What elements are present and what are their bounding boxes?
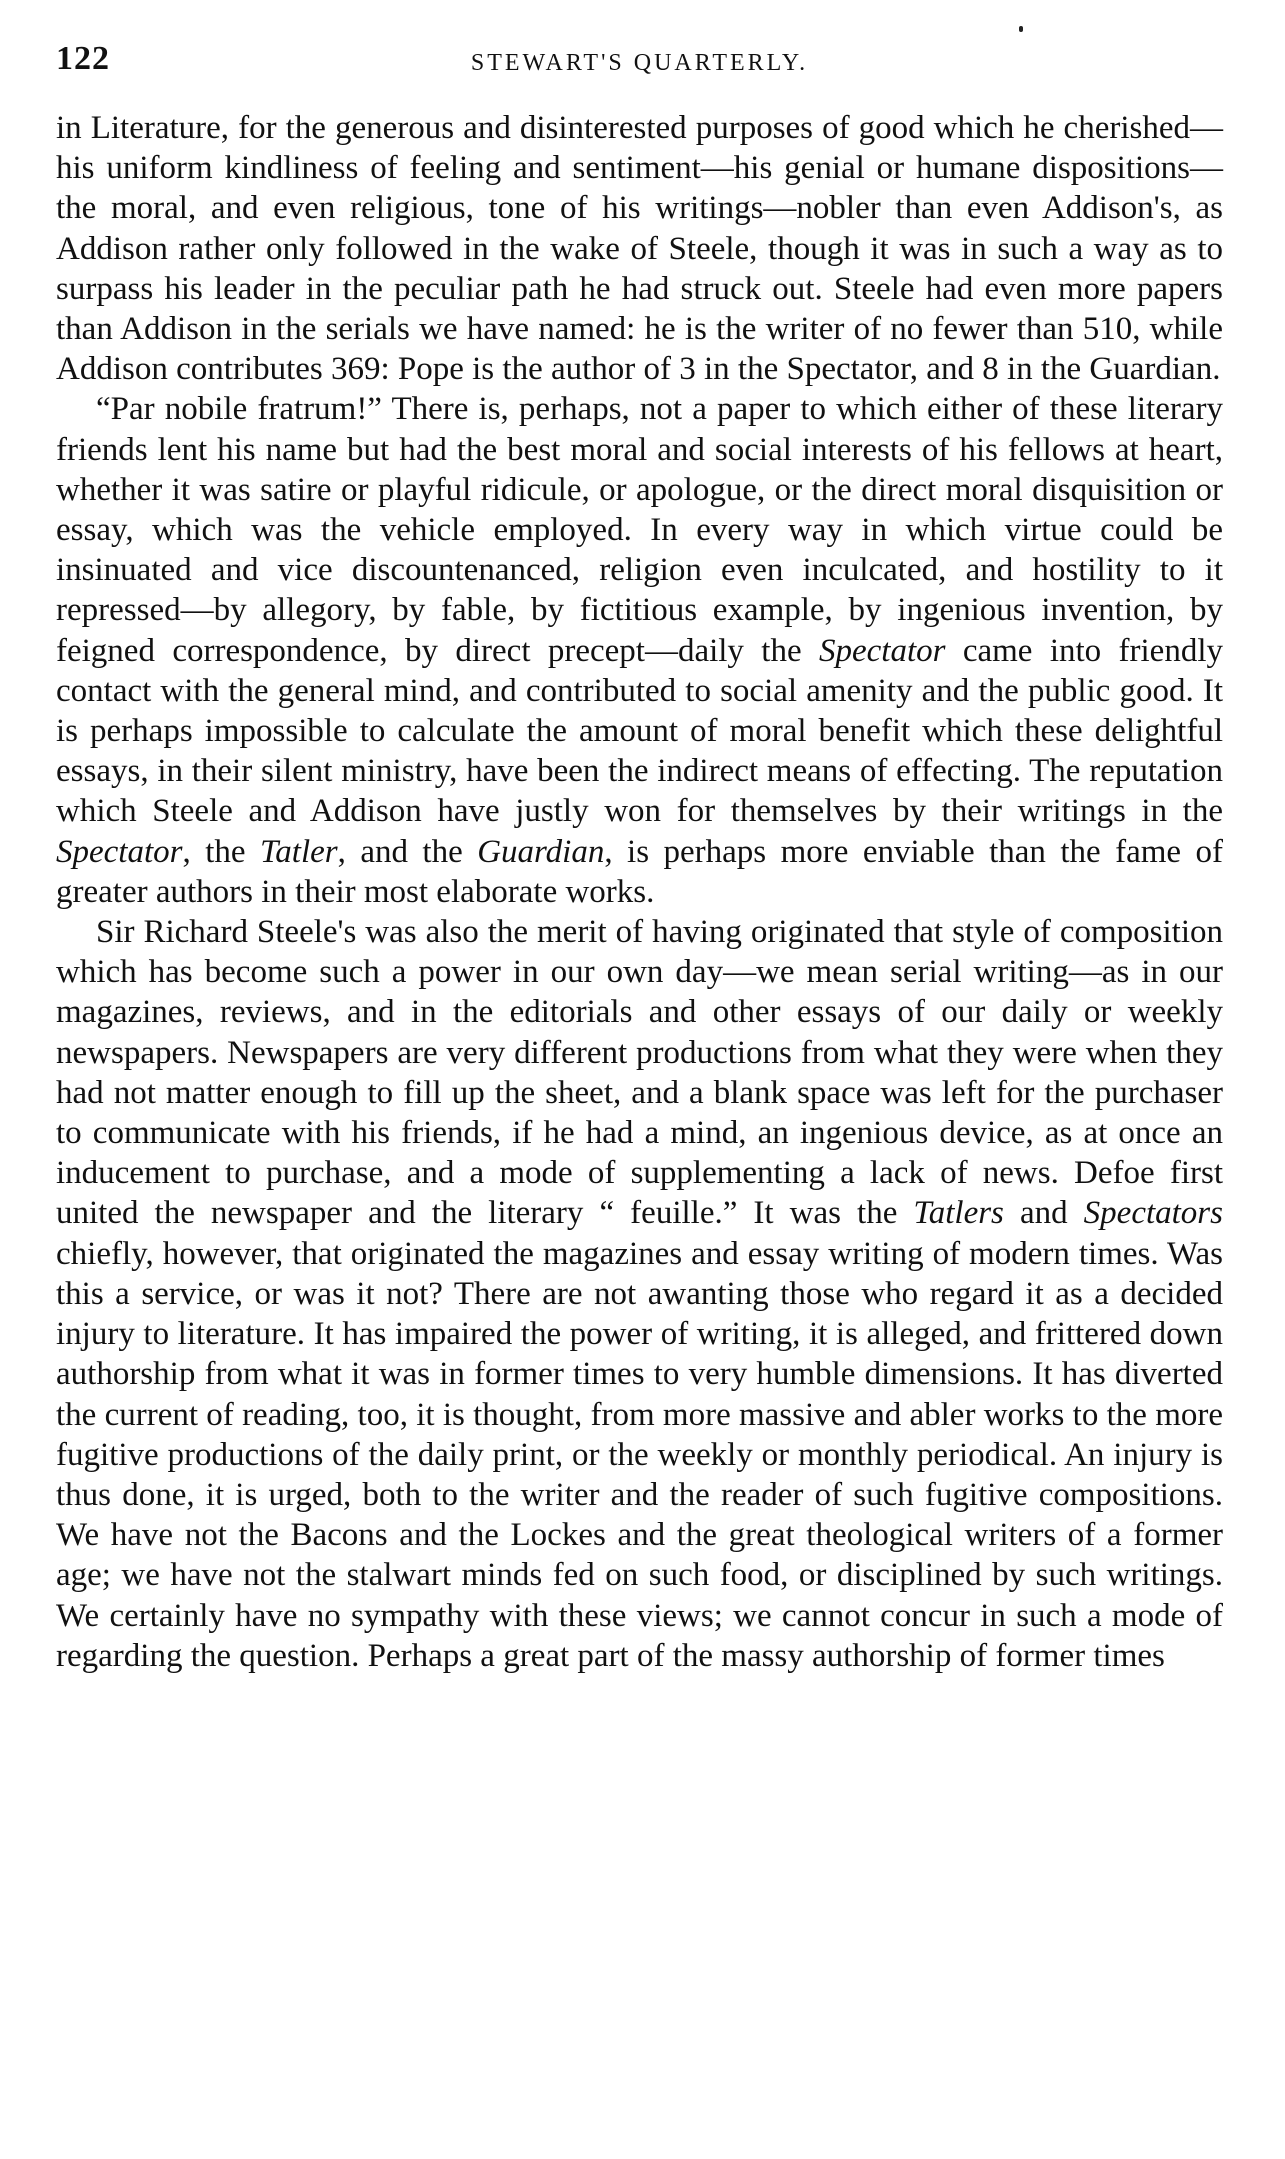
text-run: “Par nobile fratrum!” There is, perhaps, not a paper to which either of these literary friends lent his name but had the best moral and social interests of his fellows at heart, whether it was satire or playful ridicule, or apologue, or the direct moral disquisition or essay, which was the vehicle employed. In every way in which virtue could be insinuated and vice discountenanced, religion even inculcated, and hostility to it repressed—by allegory, by fable, by fictitious example, by ingenious invention, by feigned correspondence, by direct precept—daily the [56, 391, 1223, 669]
text-run: Sir Richard Steele's was also the merit of having originated that style of composition which has become such a power in our own day—we mean serial writing—as in our magazines, reviews, and in the editorials and other essays of our daily or weekly newspapers. Newspapers are very different productions from what they were when they had not matter enough to fill up the sheet, and a blank space was left for the purchaser to communicate with his friends, if he had a mind, an ingenious device, as at once an inducement to purchase, and a mode of supplementing a lack of news. Defoe first united the newspaper and the literary “ feuille.” It was the [56, 914, 1223, 1232]
text-run: , is perhaps more enviable than the fame of greater authors in their most elaborate works. [56, 833, 1223, 910]
italic-title: Tatlers [913, 1195, 1004, 1232]
ink-speck [1019, 26, 1023, 32]
body-text [56, 108, 1223, 1676]
paragraph-sir-richard-steele [56, 912, 1223, 1676]
paragraph-par-nobile [56, 389, 1223, 912]
paragraph-continued: in Literature, for the generous and disinterested purposes of good which he cherished—his uniform kindliness of feeling and sentiment—his genial or humane dispositions—the moral, and even religious, tone of his writings—nobler than even Addison's, as Addison rather only followed in the wake of Steele, though it was in such a way as to surpass his leader in the peculiar path he had struck out. Steele had even more papers than Addison in the serials we have named: he is the writer of no fewer than 510, while Addison contributes 369: Pope is the author of 3 in the Spectator, and 8 in the Guardian. [56, 110, 1223, 388]
text-run: , the [182, 833, 260, 870]
text-run: chiefly, however, that originated the magazines and essay writing of modern times. Was this a service, or was it not? There are not awanting those who regard it as a decided injury to literature. It has impaired the power of writing, it is alleged, and frittered down authorship from what it was in former times to very humble dimensions. It has diverted the current of reading, too, it is thought, from more massive and abler works to the more fugitive productions of the daily print, or the weekly or monthly periodical. An injury is thus done, it is urged, both to the writer and the reader of such fugitive compositions. We have not the Bacons and the Lockes and the great theological writers of a former age; we have not the stalwart minds fed on such food, or disciplined by such writings. We certainly have no sympathy with these views; we cannot concur in such a mode of regarding the question. Perhaps a great part of the massy authorship of former times [56, 1235, 1223, 1674]
page-header [56, 40, 1223, 84]
page-number: 122 [56, 40, 110, 77]
italic-title: Spectators [1083, 1195, 1223, 1232]
text-run: came into friendly contact with the general mind, and contributed to social amenity and the public good. It is perhaps impossible to calculate the amount of moral benefit which these delightful essays, in their silent ministry, have been the indirect means of effecting. The reputation which Steele and Addison have justly won for themselves by their writings in the [56, 632, 1223, 830]
text-run: , and the [337, 833, 478, 870]
italic-title: Spectator [818, 632, 946, 669]
running-head: STEWART'S QUARTERLY. [470, 50, 809, 76]
text-run: and [1003, 1195, 1084, 1232]
italic-title: Guardian [477, 833, 605, 870]
italic-title: Tatler [259, 833, 338, 870]
italic-title: Spectator [56, 833, 183, 870]
